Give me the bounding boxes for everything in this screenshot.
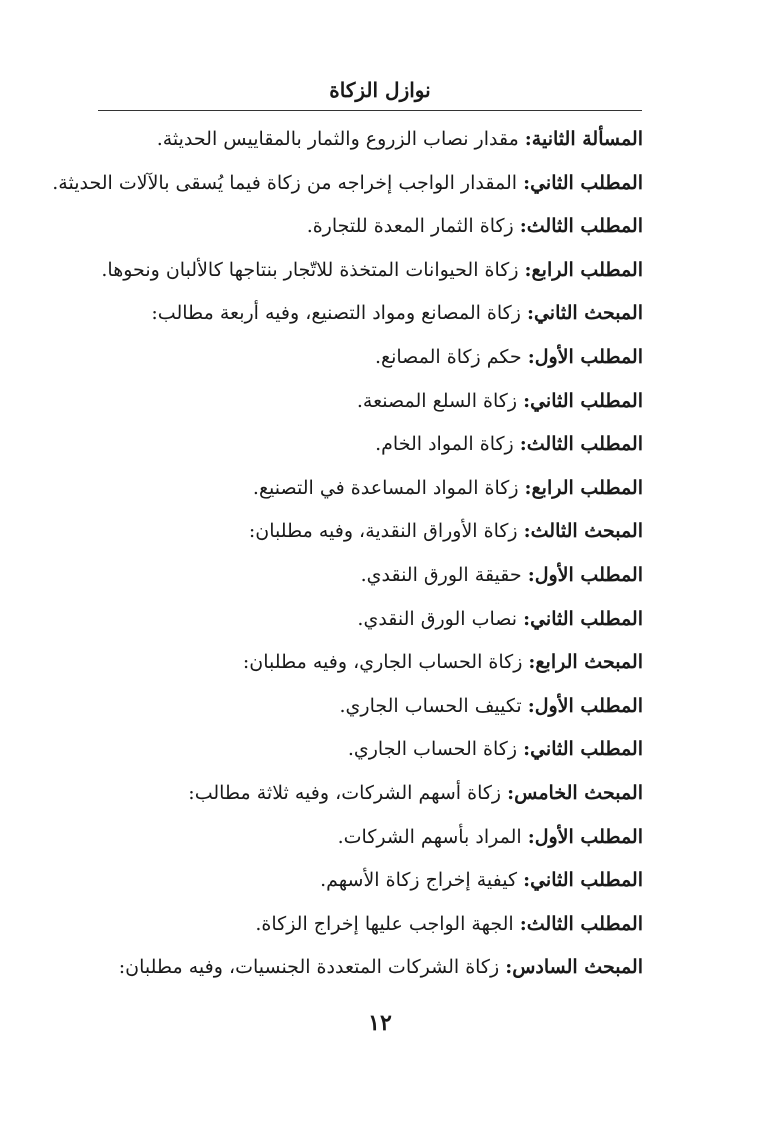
toc-line	[43, 946, 643, 990]
toc-label: المطلب الأول:	[527, 563, 643, 586]
toc-label: المطلب الرابع:	[524, 258, 643, 281]
toc-label: المطلب الرابع:	[524, 476, 643, 499]
toc-label: المطلب الثالث:	[519, 215, 643, 238]
toc-line	[43, 118, 643, 162]
running-header: نوازل الزكاة	[329, 78, 431, 102]
toc-line	[43, 292, 643, 336]
toc-text: زكاة الثمار المعدة للتجارة.	[306, 215, 520, 238]
toc-label: المبحث الثالث:	[523, 520, 643, 543]
toc-label: المطلب الثاني:	[523, 171, 643, 194]
toc-line	[43, 728, 643, 772]
header-rule	[98, 110, 642, 111]
toc-text: مقدار نصاب الزروع والثمار بالمقاييس الحديثة.	[156, 128, 525, 150]
toc-label: المطلب الثالث:	[519, 433, 643, 456]
toc-label: المطلب الأول:	[527, 694, 643, 717]
toc-text: زكاة المواد المساعدة في التصنيع.	[252, 476, 525, 499]
toc-text: المراد بأسهم الشركات.	[337, 825, 528, 848]
toc-line	[43, 685, 643, 729]
toc-line	[43, 816, 643, 860]
toc-label: المبحث السادس:	[505, 956, 643, 979]
toc-line	[43, 249, 643, 293]
toc-label: المطلب الثاني:	[523, 738, 643, 761]
toc-text: زكاة الشركات المتعددة الجنسيات، وفيه مطلبان:	[118, 956, 506, 979]
toc-text: الجهة الواجب عليها إخراج الزكاة.	[255, 912, 520, 935]
toc-line	[43, 598, 643, 642]
toc-line	[43, 641, 643, 685]
toc-text: زكاة المصانع ومواد التصنيع، وفيه أربعة مطالب:	[151, 302, 527, 325]
toc-line	[43, 772, 643, 816]
toc-text: زكاة الأوراق النقدية، وفيه مطلبان:	[248, 520, 524, 543]
toc-line	[43, 336, 643, 380]
toc-text: زكاة المواد الخام.	[375, 433, 520, 456]
toc-line	[43, 859, 643, 903]
toc-label: المطلب الثاني:	[523, 607, 643, 630]
toc-label: المطلب الأول:	[527, 345, 643, 368]
toc-line	[43, 903, 643, 947]
toc-label: المبحث الرابع:	[528, 651, 643, 674]
toc-line	[43, 162, 643, 206]
toc-text: زكاة السلع المصنعة.	[356, 389, 524, 412]
toc-text: حقيقة الورق النقدي.	[360, 563, 528, 586]
toc-text: زكاة أسهم الشركات، وفيه ثلاثة مطالب:	[188, 781, 508, 804]
toc-line	[43, 380, 643, 424]
toc-text: تكييف الحساب الجاري.	[339, 694, 528, 717]
toc-text: زكاة الحيوانات المتخذة للاتّجار بنتاجها كالألبان ونحوها.	[101, 258, 525, 281]
page-number: ١٢	[368, 1010, 392, 1036]
toc-label: المسألة الثانية:	[524, 128, 643, 150]
toc-line	[43, 423, 643, 467]
toc-text: المقدار الواجب إخراجه من زكاة فيما يُسقى بالآلات الحديثة.	[52, 171, 524, 194]
toc-text: زكاة الحساب الجاري، وفيه مطلبان:	[242, 651, 529, 674]
toc-list	[43, 118, 643, 990]
toc-line	[43, 554, 643, 598]
toc-label: المطلب الأول:	[527, 825, 643, 848]
toc-label: المبحث الخامس:	[507, 781, 643, 804]
toc-label: المطلب الثالث:	[519, 912, 643, 935]
toc-line	[43, 467, 643, 511]
toc-label: المبحث الثاني:	[526, 302, 643, 325]
toc-text: حكم زكاة المصانع.	[374, 345, 528, 368]
toc-line	[43, 510, 643, 554]
toc-text: نصاب الورق النقدي.	[357, 607, 524, 630]
toc-label: المطلب الثاني:	[523, 389, 643, 412]
toc-text: كيفية إخراج زكاة الأسهم.	[320, 869, 524, 892]
toc-text: زكاة الحساب الجاري.	[347, 738, 524, 761]
toc-line	[43, 205, 643, 249]
toc-label: المطلب الثاني:	[523, 869, 643, 892]
